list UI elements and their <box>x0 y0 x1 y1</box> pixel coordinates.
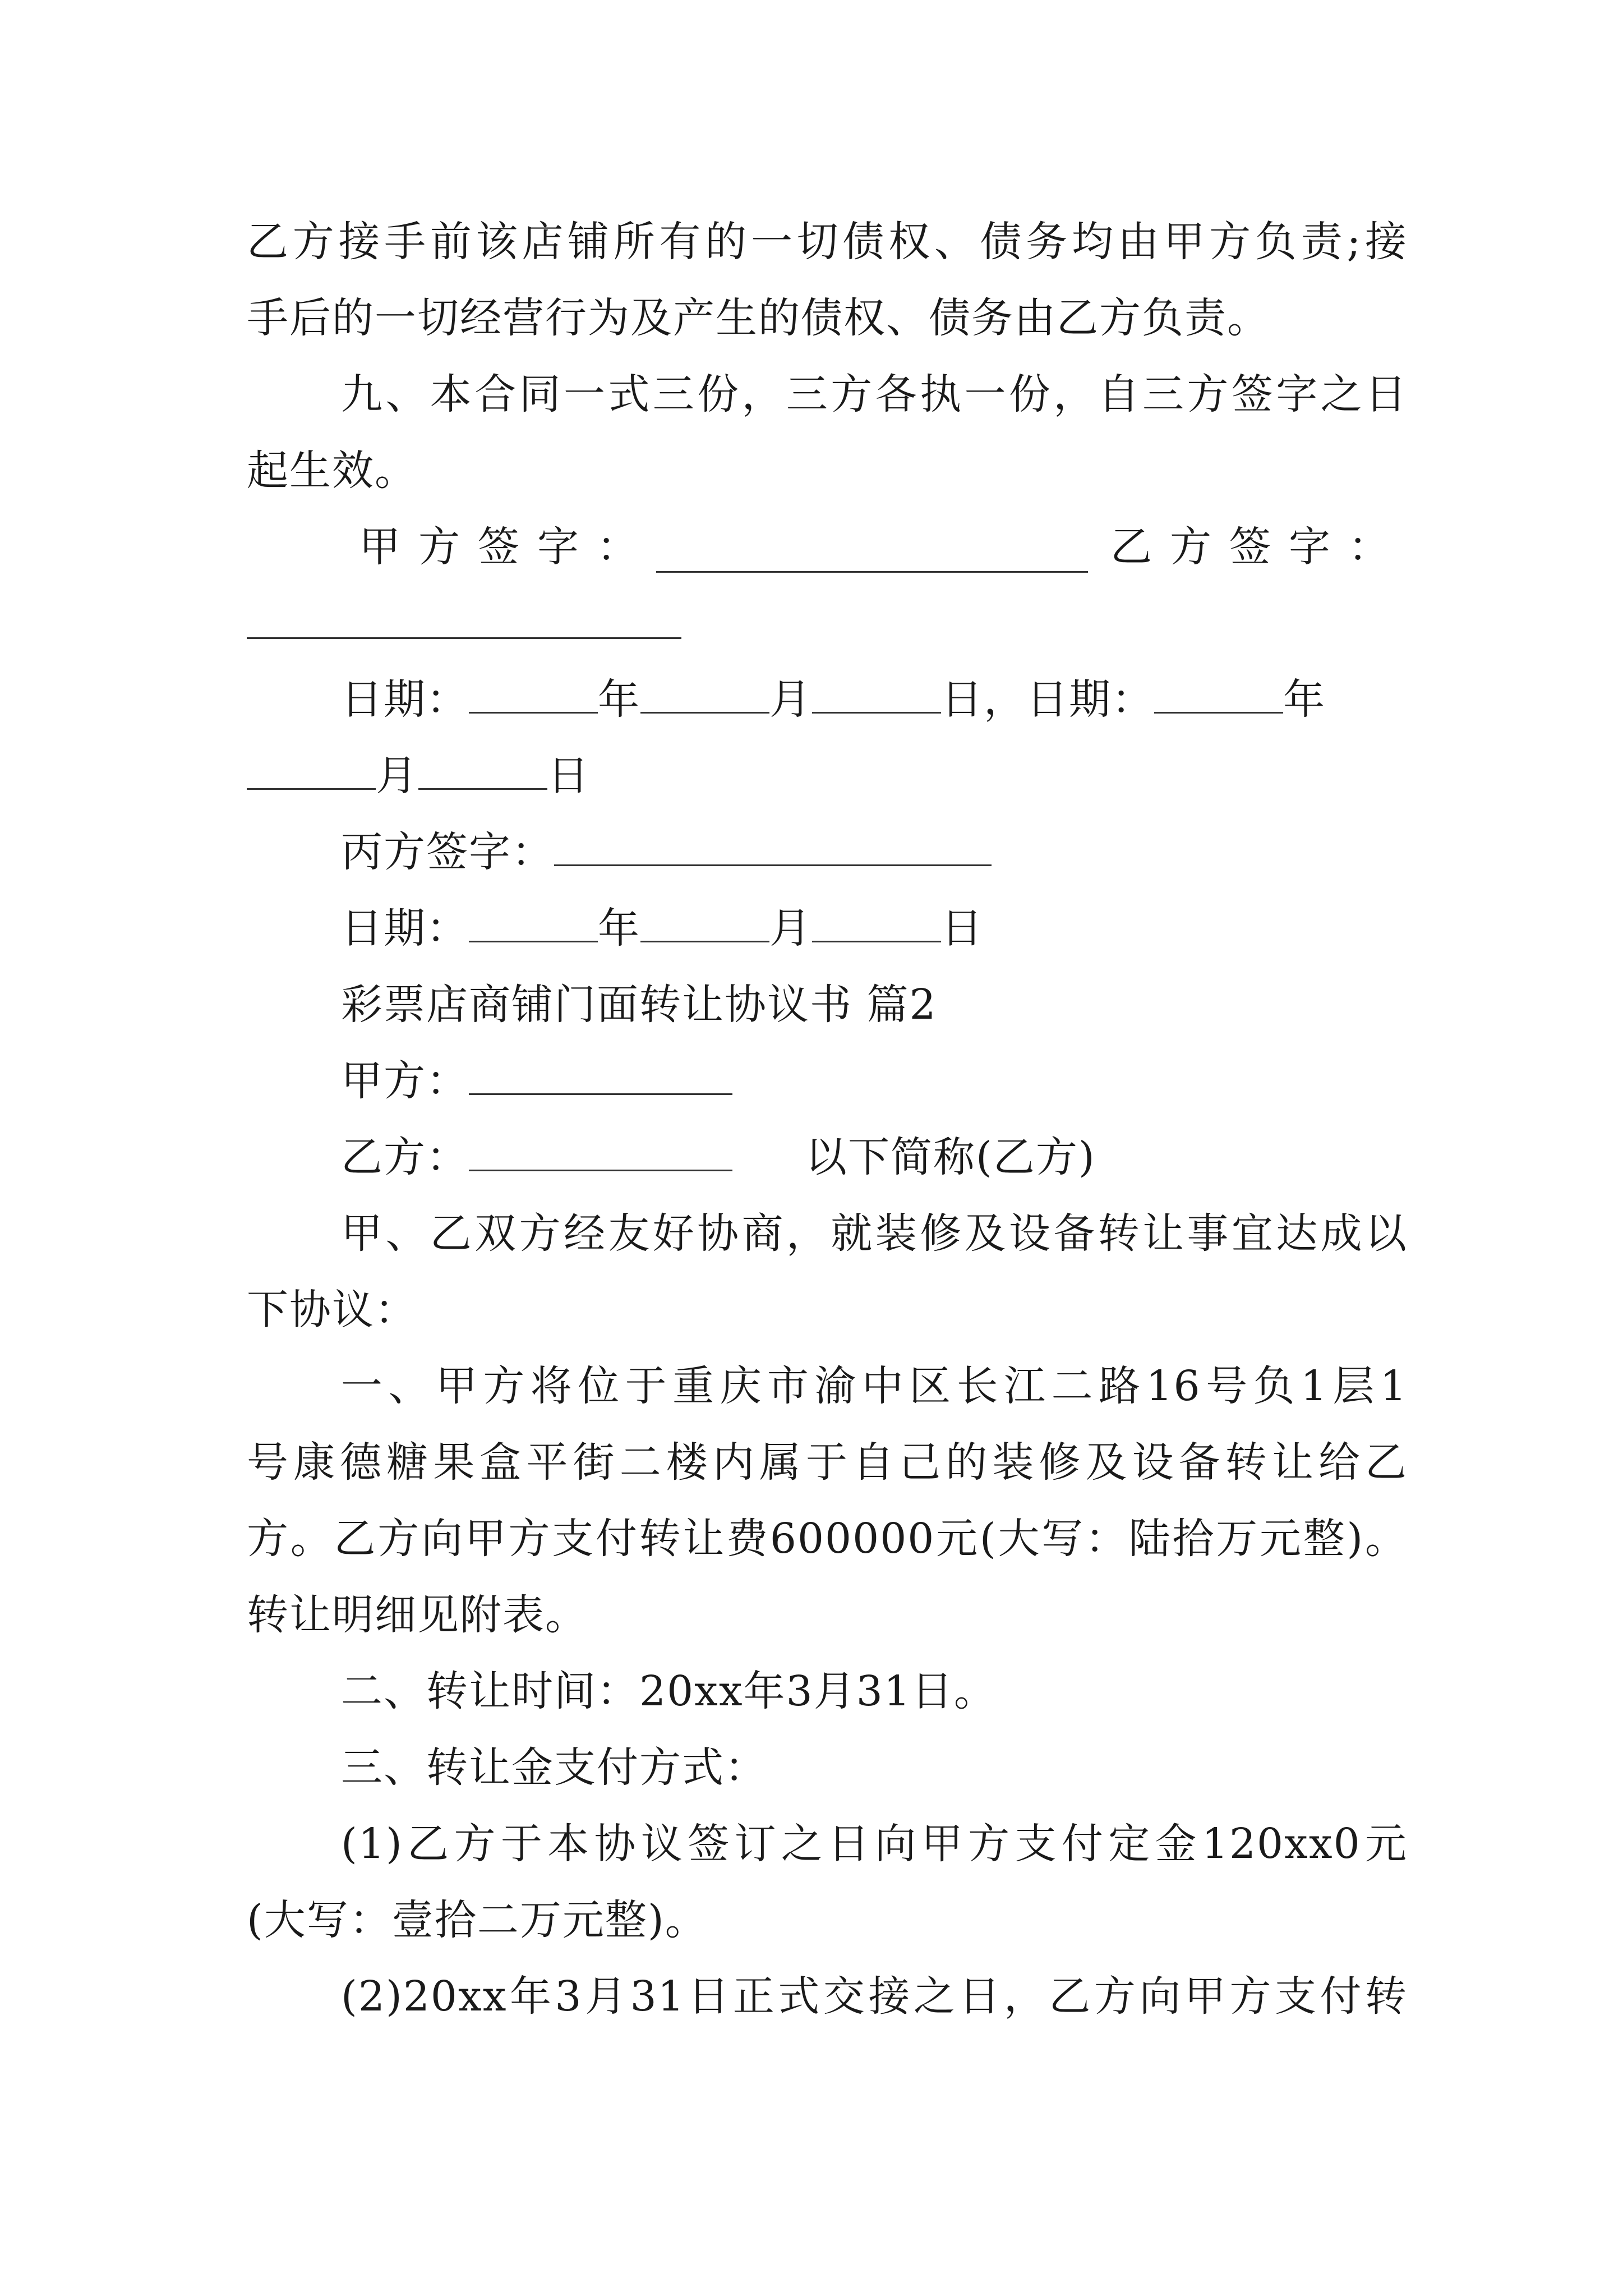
date-label: 日期： <box>1026 675 1154 724</box>
paragraph-line: (1)乙方于本协议签订之日向甲方支付定金120xx0元 <box>341 1820 1408 1868</box>
paragraph-line: 下协议： <box>247 1286 417 1334</box>
paragraph-line: (大写：壹拾二万元整)。 <box>247 1896 708 1944</box>
day-label: 日 <box>941 675 984 724</box>
date-row-a-b <box>341 674 1502 725</box>
day-blank <box>812 904 941 942</box>
paragraph-line: 三、转让金支付方式： <box>341 1743 767 1792</box>
month-blank <box>640 904 769 942</box>
party-a-signature-label: 甲方签字： <box>359 523 656 571</box>
party-c-signature-blank <box>554 827 992 866</box>
year-blank <box>469 904 598 942</box>
year-blank <box>469 675 598 714</box>
paragraph-line: 起生效。 <box>247 447 417 495</box>
party-c-signature-label: 丙方签字： <box>341 828 554 876</box>
paragraph-line: 方。乙方向甲方支付转让费600000元(大写：陆拾万元整)。 <box>247 1515 1408 1563</box>
day-label: 日 <box>941 904 984 953</box>
year-label: 年 <box>598 675 640 724</box>
month-label: 月 <box>376 752 418 800</box>
paragraph-line: (2)20xx年3月31日正式交接之日，乙方向甲方支付转 <box>341 1972 1408 2021</box>
date-label: 日期： <box>341 904 469 953</box>
month-blank <box>247 751 376 790</box>
party-a-blank <box>469 1056 732 1095</box>
month-label: 月 <box>769 904 812 953</box>
party-b-row <box>341 1131 1502 1183</box>
date-label: 日期： <box>341 675 469 724</box>
party-b-signature-label: 乙方签字： <box>1110 523 1408 571</box>
paragraph-line: 甲、乙双方经友好协商，就装修及设备转让事宜达成以 <box>341 1209 1408 1258</box>
paragraph-line: 二、转让时间：20xx年3月31日。 <box>341 1667 997 1715</box>
party-b-blank <box>469 1133 732 1171</box>
year-label: 年 <box>1283 675 1326 724</box>
date-row-continued <box>247 750 1408 802</box>
day-label: 日 <box>547 752 590 800</box>
signature-row-a-b <box>359 521 1408 573</box>
party-b-signature-blank <box>247 637 681 639</box>
year-blank <box>1154 675 1283 714</box>
month-label: 月 <box>769 675 812 724</box>
month-blank <box>640 675 769 714</box>
paragraph-line: 手后的一切经营行为及产生的债权、债务由乙方负责。 <box>247 294 1270 342</box>
party-b-note: 以下简称(乙方) <box>805 1133 1096 1181</box>
party-a-label: 甲方： <box>341 1057 469 1105</box>
year-label: 年 <box>598 904 640 953</box>
comma: ， <box>984 675 1026 724</box>
paragraph-line: 号康德糖果盒平街二楼内属于自己的装修及设备转让给乙 <box>247 1438 1408 1487</box>
party-b-label: 乙方： <box>341 1133 469 1181</box>
party-a-signature-blank <box>656 534 1088 573</box>
paragraph-line: 一、甲方将位于重庆市渝中区长江二路16号负1层1 <box>341 1362 1408 1410</box>
date-row-c <box>341 903 1502 954</box>
paragraph-line: 九、本合同一式三份，三方各执一份，自三方签字之日 <box>341 370 1408 418</box>
day-blank <box>812 675 941 714</box>
paragraph-line: 转让明细见附表。 <box>247 1591 588 1639</box>
paragraph-line: 乙方接手前该店铺所有的一切债权、债务均由甲方负责;接 <box>247 218 1408 266</box>
day-blank <box>418 751 547 790</box>
party-a-row <box>341 1055 1502 1107</box>
section-title: 彩票店商铺门面转让协议书 篇2 <box>341 981 937 1029</box>
party-c-signature-row <box>341 826 1502 878</box>
